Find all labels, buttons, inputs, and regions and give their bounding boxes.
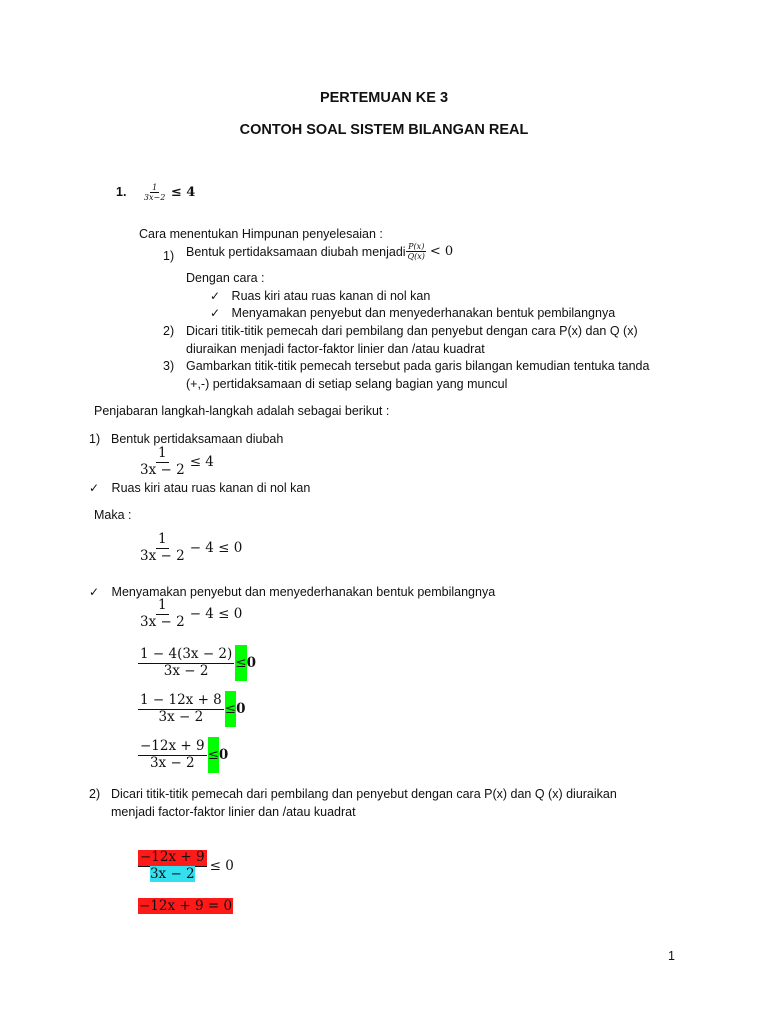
problem-fraction (142, 183, 167, 202)
equation-1 (138, 446, 214, 478)
relation: − 4 ≤ 0 (189, 606, 243, 623)
numerator: 1 (158, 445, 167, 461)
problem-numerator: 1 (152, 183, 158, 192)
section-1-number: 1) (89, 432, 101, 446)
step-1-numerator: P(x) (408, 242, 425, 251)
equation-7 (138, 850, 234, 882)
step-1-text: Bentuk pertidaksamaan diubah menjadi (186, 244, 406, 259)
check-text: Ruas kiri atau ruas kanan di nol kan (231, 289, 431, 303)
numerator: 1 (158, 597, 167, 613)
numerator: 1 (158, 531, 167, 547)
problem-denominator: 3x−2 (143, 193, 166, 203)
section-2-number: 2) (89, 787, 101, 801)
relation: − 4 ≤ 0 (189, 540, 243, 557)
equation-5 (138, 691, 245, 727)
check-item (210, 289, 430, 303)
check-text: Menyamakan penyebut dan menyederhanakan bentuk pembilangnya (231, 306, 616, 320)
numerator: −12x + 9 (140, 849, 205, 865)
section-2-line1: Dicari titik-titik pemecah dari pembilang dan penyebut dengan cara P(x) dan Q (x) diuraikan (111, 787, 617, 801)
equation-4 (138, 645, 256, 681)
equation-2-fraction (138, 532, 187, 564)
denominator: 3x − 2 (149, 754, 195, 771)
step-1 (186, 242, 453, 261)
rhs: 0 (246, 655, 257, 671)
step-3-line1: Gambarkan titik-titik pemecah tersebut pada garis bilangan kemudian tentuka tanda (186, 359, 650, 373)
step-1-relation: < 0 (429, 244, 454, 260)
check-icon: ✓ (89, 585, 100, 599)
step-1-fraction (406, 242, 427, 261)
equation-8 (138, 898, 233, 914)
equation-2 (138, 532, 242, 564)
equation-4-fraction (138, 647, 234, 679)
problem-relation: ≤ 4 (170, 184, 196, 200)
highlighted-relation: ≤ (208, 737, 219, 773)
equation-5-fraction (138, 693, 224, 725)
check-text: Ruas kiri atau ruas kanan di nol kan (111, 481, 311, 495)
dengan-cara: Dengan cara : (186, 271, 265, 285)
page-subtitle: CONTOH SOAL SISTEM BILANGAN REAL (239, 122, 529, 138)
step-2-line2: diuraikan menjadi factor-faktor linier dan /atau kuadrat (186, 342, 485, 356)
check-icon: ✓ (210, 306, 221, 320)
numerator: −12x + 9 (140, 737, 205, 754)
check-icon: ✓ (89, 481, 100, 495)
equation-6 (138, 737, 228, 773)
highlighted-relation: ≤ (225, 691, 236, 727)
check-text: Menyamakan penyebut dan menyederhanakan bentuk pembilangnya (111, 585, 496, 599)
penjabaran-text: Penjabaran langkah-langkah adalah sebagai berikut : (94, 404, 390, 418)
equation-6-fraction (138, 739, 207, 771)
step-3-line2: (+,-) pertidaksamaan di setiap selang bagian yang muncul (186, 377, 508, 391)
rhs: 0 (236, 701, 246, 717)
denominator: 3x − 2 (149, 865, 195, 882)
relation: ≤ 4 (189, 454, 214, 471)
check-item (210, 306, 615, 320)
page-title: PERTEMUAN KE 3 (319, 90, 449, 106)
denominator: 3x − 2 (163, 662, 209, 679)
numerator: 1 − 12x + 8 (140, 691, 222, 708)
problem-1 (116, 183, 195, 202)
highlighted-equation: −12x + 9 = 0 (139, 898, 233, 914)
relation: ≤ 0 (209, 858, 234, 875)
section-1-text: Bentuk pertidaksamaan diubah (111, 432, 284, 446)
step-2-line1: Dicari titik-titik pemecah dari pembilang dan penyebut dengan cara P(x) dan Q (x) (186, 324, 638, 338)
check-item (89, 585, 495, 599)
equation-3-fraction (138, 598, 187, 630)
denominator: 3x − 2 (158, 708, 204, 725)
denominator: 3x − 2 (140, 613, 185, 630)
section-2-line2: menjadi factor-faktor linier dan /atau kuadrat (111, 805, 356, 819)
page-number: 1 (668, 949, 675, 963)
equation-7-fraction (138, 850, 207, 882)
equation-3 (138, 598, 242, 630)
check-icon: ✓ (210, 289, 221, 303)
denominator: 3x − 2 (140, 461, 185, 478)
highlighted-relation: ≤ (235, 645, 246, 681)
check-item (89, 481, 310, 495)
step-1-number: 1) (163, 249, 175, 263)
maka-text: Maka : (94, 508, 132, 522)
denominator: 3x − 2 (140, 547, 185, 564)
equation-1-fraction (138, 446, 187, 478)
intro-text: Cara menentukan Himpunan penyelesaian : (139, 227, 383, 241)
step-2-number: 2) (163, 324, 175, 338)
rhs: 0 (218, 747, 229, 763)
step-3-number: 3) (163, 359, 175, 373)
step-1-denominator: Q(x) (407, 252, 425, 262)
numerator: 1 − 4(3x − 2) (140, 645, 233, 662)
problem-number: 1. (116, 184, 127, 199)
